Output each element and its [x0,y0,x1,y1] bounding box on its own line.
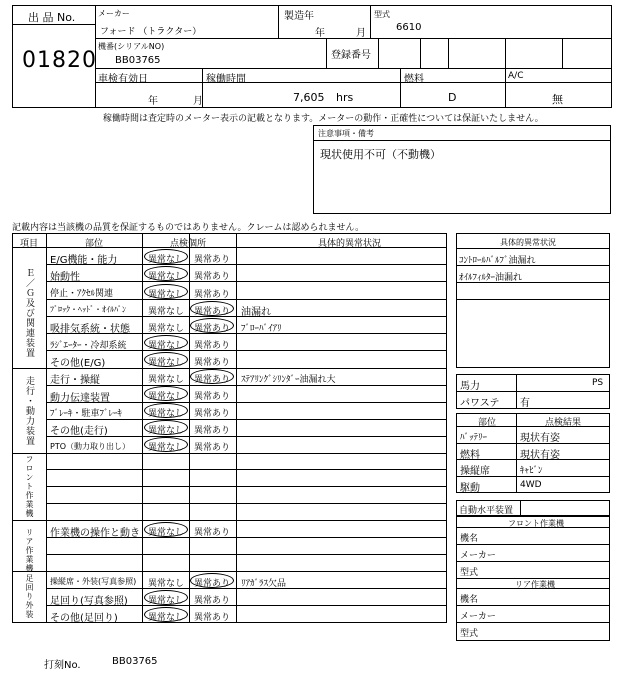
rear-model-label: 型式 [460,629,479,639]
right-col-part: 部位 [478,418,497,428]
rear-name-label: 機名 [460,595,479,605]
part-label: その他(E/G) [50,358,106,369]
selected-normal-circle [144,266,188,281]
group-line [12,520,447,521]
check-result: ｷｬﾋﾞﾝ [520,466,543,476]
selected-normal-circle [144,335,188,350]
selected-abnormal-circle [190,573,234,588]
selected-abnormal-circle [190,318,234,333]
check-part: ﾊﾞｯﾃﾘｰ [460,433,488,443]
check-abnormal: 異常あり [194,341,231,351]
part-label: 停止・ｱｸｾﾙ関連 [50,289,114,299]
power-steering-value: 有 [520,398,530,409]
group-drive: 走行・動力装置 [24,376,34,446]
serial-label: 機番(シリアルNO) [98,42,165,51]
ac-label: A/C [508,71,524,81]
disclaimer: 記載内容は当該機の品質を保証するものではありません。クレームは認められません。 [12,223,365,233]
row-line [46,469,447,470]
check-abnormal: 異常あり [194,528,231,538]
check-result: 現状有姿 [520,450,560,461]
year-unit: 年 [315,28,325,39]
part-label: 足回り(写真参照) [50,596,128,607]
right-detail-line: ｺﾝﾄﾛｰﾙﾊﾞﾙﾌﾞ油漏れ [459,256,536,266]
detail-text: ｽﾃｱﾘﾝｸﾞｼﾘﾝﾀﾞｰ油漏れ大 [241,375,336,385]
check-normal: 異常なし [148,255,185,265]
model-label: 型式 [374,10,390,19]
check-abnormal: 異常あり [194,272,231,282]
col-check-header: 点検個所 [170,239,207,249]
check-abnormal: 異常あり [194,596,231,606]
selected-abnormal-circle [190,369,234,384]
check-abnormal: 異常あり [194,307,231,317]
maker-label: メーカー [98,9,130,18]
check-abnormal: 異常あり [194,358,231,368]
group-feet: 足回り外装 [25,574,34,619]
ac-value: 無 [552,93,563,106]
right-col-result: 点検結果 [545,418,582,428]
check-abnormal: 異常あり [194,290,231,300]
item-no-value: 01820 [22,48,97,73]
check-abnormal: 異常あり [194,613,231,623]
check-normal: 異常なし [148,426,185,436]
check-abnormal: 異常あり [194,443,231,453]
group-rear: リア作業機 [25,528,34,573]
part-label: その他(走行) [50,426,108,437]
check-part: 燃料 [460,450,480,461]
part-label: 操縦席・外装(写真参照) [50,577,137,586]
selected-normal-circle [144,607,188,622]
col-detail-header: 具体的異常状況 [318,239,382,249]
check-normal: 異常なし [148,579,185,589]
row-line [46,419,447,420]
selected-normal-circle [144,352,188,367]
selected-normal-circle [144,386,188,401]
check-abnormal: 異常あり [194,392,231,402]
check-normal: 異常なし [148,409,185,419]
row-line [46,385,447,386]
auto-level-label: 自動水平装置 [459,506,514,516]
check-part: 操縦席 [460,466,490,477]
detail-text: ﾘｱｶﾞﾗｽ欠品 [241,579,287,589]
stamp-label: 打刻No. [44,660,81,671]
check-normal: 異常なし [148,528,185,538]
selected-normal-circle [144,590,188,605]
check-normal: 異常なし [148,307,185,317]
meter-note: 稼働時間は査定時のメーター表示の記載となります。メーターの動作・正確性については保証いたしません。 [103,114,544,124]
rear-attachment-title: リア作業機 [515,580,555,589]
selected-normal-circle [144,437,188,452]
check-abnormal: 異常あり [194,255,231,265]
selected-abnormal-circle [190,301,234,316]
right-detail-line: ｵｲﾙﾌｨﾙﾀｰ油漏れ [459,273,523,283]
check-normal: 異常なし [148,392,185,402]
front-maker-label: メーカー [460,551,496,561]
check-abnormal: 異常あり [194,409,231,419]
maker-value: フォード （トラクター） [100,27,202,37]
front-model-label: 型式 [460,568,479,578]
check-normal: 異常なし [148,443,185,453]
check-normal: 異常なし [148,290,185,300]
part-label: 動力伝達装置 [50,393,110,404]
hours-value: 7,605 [293,91,325,104]
check-normal: 異常なし [148,358,185,368]
row-line [46,299,447,300]
check-abnormal: 異常あり [194,426,231,436]
horsepower-unit: PS [592,378,604,388]
part-label: その他(足回り) [50,613,118,624]
row-line [46,554,447,555]
fuel-value: D [448,91,457,104]
check-normal: 異常なし [148,341,185,351]
check-abnormal: 異常あり [194,375,231,385]
col-part-header: 部位 [85,239,104,249]
check-normal: 異常なし [148,375,185,385]
inspection-year: 年 [148,96,158,107]
front-attachment-title: フロント作業機 [508,519,564,528]
check-result: 現状有姿 [520,433,560,444]
part-label: 始動性 [50,272,80,283]
check-normal: 異常なし [148,613,185,623]
detail-text: ﾌﾞﾛｰﾊﾞｲｱﾘ [241,324,282,334]
selected-normal-circle [144,249,188,264]
item-no-label: 出 品 No. [28,11,76,24]
caution-text: 現状使用不可（不動機） [320,148,441,161]
inspection-label: 車検有効日 [98,74,148,85]
check-normal: 異常なし [148,324,185,334]
check-normal: 異常なし [148,596,185,606]
part-label: 吸排気系統・状態 [50,324,130,335]
power-steering-label: パワステ [460,398,500,409]
year-label: 製造年 [284,11,314,22]
hours-unit: hrs [336,91,354,104]
right-detail-title: 具体的異常状況 [500,238,556,247]
hours-label: 稼働時間 [206,74,246,85]
selected-normal-circle [144,403,188,418]
month-unit: 月 [356,28,366,39]
group-engine: Ｅ／Ｇ及び関連装置 [24,268,34,358]
detail-text: 油漏れ [241,307,271,318]
part-label: ﾌﾞﾚｰｷ・駐車ﾌﾞﾚｰｷ [50,409,123,419]
rear-maker-label: メーカー [460,612,496,622]
part-label: ﾌﾞﾛｯｸ・ﾍｯﾄﾞ・ｵｲﾙﾊﾟﾝ [50,305,126,314]
model-value: 6610 [396,22,422,33]
front-name-label: 機名 [460,534,479,544]
check-abnormal: 異常あり [194,579,231,589]
group-front: フロント作業機 [25,455,34,518]
row-line [46,281,447,282]
caution-label: 注意事項・備考 [318,129,374,138]
inspection-month: 月 [193,96,203,107]
stamp-value: BB03765 [112,656,158,667]
col-item-header: 項目 [20,239,39,249]
check-result: 4WD [520,480,542,490]
group-line [12,571,447,572]
part-label: 作業機の操作と動き [50,528,140,539]
part-label: ﾗｼﾞｴｰﾀｰ・冷却系統 [50,341,127,351]
selected-normal-circle [144,284,188,299]
check-part: 駆動 [460,483,480,494]
check-abnormal: 異常あり [194,324,231,334]
selected-normal-circle [144,420,188,435]
row-line [46,486,447,487]
group-line [12,453,447,454]
row-line [46,503,447,504]
part-label: E/G機能・能力 [50,255,118,266]
registration-label: 登録番号 [331,50,371,61]
horsepower-label: 馬力 [460,381,480,392]
part-label: 走行・操縦 [50,375,100,386]
part-label: PTO（動力取り出し） [50,442,131,451]
fuel-label: 燃料 [404,74,424,85]
check-normal: 異常なし [148,272,185,282]
selected-normal-circle [144,522,188,537]
serial-value: BB03765 [115,55,161,66]
